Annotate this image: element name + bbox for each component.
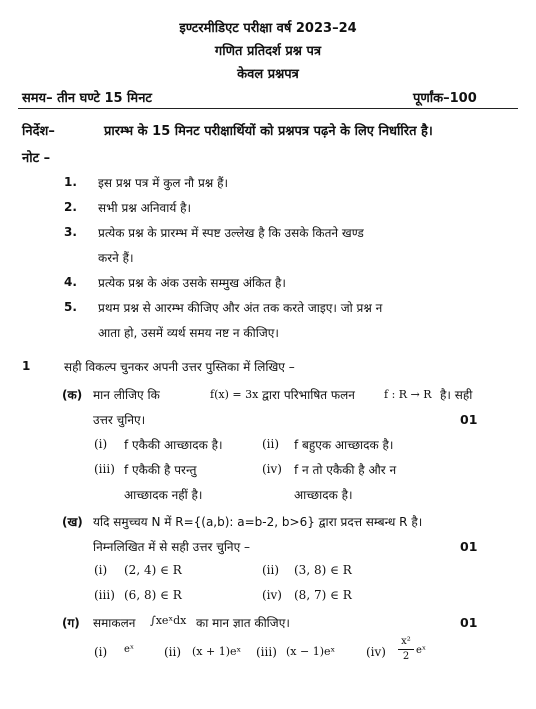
option-number: (iv) (262, 588, 282, 602)
note-text: प्रथम प्रश्न से आरम्भ कीजिए और अंत तक करते जाइए। जो प्रश्न न (98, 301, 383, 315)
integral-expression: ∫xeˣdx (150, 614, 187, 627)
note-label: नोट – (22, 151, 51, 166)
part-label-ga: (ग) (62, 616, 80, 630)
note-text: प्रत्येक प्रश्न के प्रारम्भ में स्पष्ट उल्लेख है कि उसके कितने खण्ड (98, 226, 364, 240)
option-text: (6, 8) ∈ R (124, 588, 182, 602)
fraction-bar (398, 649, 414, 650)
note-number: 5. (64, 300, 77, 314)
note-number: 4. (64, 275, 77, 289)
paper-subject: गणित प्रतिदर्श प्रश्न पत्र (214, 44, 322, 59)
option-number: (i) (94, 645, 108, 659)
option-text: (2, 4) ∈ R (124, 563, 182, 577)
part-ka-text-b: द्वारा परिभाषित फलन (262, 388, 355, 402)
part-ga-text-a: समाकलन (93, 616, 136, 630)
option-text-continued: आच्छादक नहीं है। (124, 488, 203, 502)
option-number: (iv) (366, 645, 386, 659)
note-text: सभी प्रश्न अनिवार्य है। (98, 201, 192, 215)
note-number: 1. (64, 175, 77, 189)
marks-ka: 01 (460, 412, 478, 427)
part-ga-text-b: का मान ज्ञात कीजिए। (196, 616, 290, 630)
question-text: सही विकल्प चुनकर अपनी उत्तर पुस्तिका में लिखिए – (64, 360, 295, 374)
time-allowed: समय– तीन घण्टे 15 मिनट (22, 91, 152, 106)
option-text: (8, 7) ∈ R (294, 588, 352, 602)
note-text: इस प्रश्न पत्र में कुल नौ प्रश्न हैं। (98, 176, 228, 190)
option-number: (iii) (94, 462, 115, 476)
note-text-continued: आता हो, उसमें व्यर्थ समय नष्ट न कीजिए। (98, 326, 279, 340)
part-kha-text-line2: निम्नलिखित में से सही उत्तर चुनिए – (93, 540, 251, 554)
max-marks: पूर्णांक–100 (413, 91, 477, 106)
option-number: (iii) (256, 645, 277, 659)
marks-ga: 01 (460, 615, 478, 630)
fraction (398, 636, 414, 663)
part-label-kha: (ख) (62, 515, 83, 529)
instructions-label: निर्देश– (22, 124, 55, 139)
option-number: (i) (94, 437, 108, 451)
option-number: (iv) (262, 462, 282, 476)
option-text: f एकैकी आच्छादक है। (124, 438, 223, 452)
part-kha-text: यदि समुच्चय N में R={(a,b): a=b-2, b>6} द्वारा प्रदत्त सम्बन्ध R है। (93, 515, 423, 529)
part-ka-text-a: मान लीजिए कि (93, 388, 160, 402)
note-number: 2. (64, 200, 77, 214)
option-text: f एकैकी है परन्तु (124, 463, 197, 477)
option-text: (x − 1)eˣ (286, 645, 336, 658)
function-definition: f(x) = 3x (210, 388, 259, 401)
option-text-continued: आच्छादक है। (294, 488, 353, 502)
question-number: 1 (22, 359, 31, 373)
option-number: (ii) (164, 645, 182, 659)
function-mapping: f : R → R (384, 388, 432, 401)
option-text: eˣ (416, 645, 427, 656)
option-text: f बहुएक आच्छादक है। (294, 438, 394, 452)
option-text: f न तो एकैकी है और न (294, 463, 397, 477)
option-text: (x + 1)eˣ (192, 645, 242, 658)
option-number: (ii) (262, 563, 280, 577)
option-text: eˣ (124, 644, 135, 655)
note-text: प्रत्येक प्रश्न के अंक उसके सम्मुख अंकित है। (98, 276, 286, 290)
marks-kha: 01 (460, 539, 478, 554)
note-text-continued: करने हैं। (98, 251, 134, 265)
fraction-denominator: 2 (402, 651, 410, 662)
instructions-text: प्रारम्भ के 15 मिनट परीक्षार्थियों को प्रश्नपत्र पढ़ने के लिए निर्धारित है। (104, 124, 433, 139)
part-ka-text-c: है। सही (440, 388, 473, 402)
note-number: 3. (64, 225, 77, 239)
paper-type: केवल प्रश्नपत्र (237, 67, 299, 82)
header-divider (18, 108, 518, 109)
option-number: (i) (94, 563, 108, 577)
part-ka-text-line2: उत्तर चुनिए। (93, 413, 146, 427)
part-label-ka: (क) (62, 388, 83, 402)
exam-title: इण्टरमीडिएट परीक्षा वर्ष 2023–24 (179, 21, 357, 36)
fraction-numerator: x² (401, 636, 411, 647)
option-number: (iii) (94, 588, 115, 602)
option-text: (3, 8) ∈ R (294, 563, 352, 577)
option-number: (ii) (262, 437, 280, 451)
